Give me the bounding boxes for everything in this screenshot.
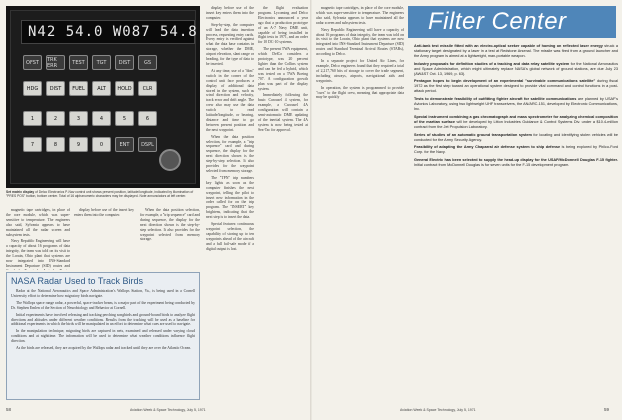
key: TGT [92, 55, 111, 70]
control-unit-bezel [10, 10, 196, 184]
article-column-1 [6, 208, 70, 270]
key: 1 [23, 111, 42, 126]
key-row-1 [23, 55, 157, 70]
key: CLR [138, 81, 157, 96]
filter-item-text: is being explored by Philco-Ford Corp. for the Navy. [414, 145, 619, 155]
filter-item [414, 79, 618, 94]
paragraph: In operation, the system is programmed to provide "cues" to the flight crew, meaning that appropriate data may be quickly [316, 85, 404, 100]
left-page-footer: Aviation Week & Space Technology, July 5, 1971 [130, 408, 206, 412]
key: FUEL [69, 81, 88, 96]
filter-item [414, 97, 618, 112]
key: 0 [92, 137, 111, 152]
control-unit-photo [6, 6, 200, 188]
key: GS [138, 55, 157, 70]
paragraph: Navy Republic Engineering will have a capacity of about 16 programs of data integrity, the team was told on its visit to the Lorain, Ohio plant that systems are now integrated into INS-Standard Instrument Departure (SID) routes and Standard Terminal Arrival Routes (STARs), according to Delco. [316, 27, 404, 57]
key: 6 [138, 111, 157, 126]
key: 5 [115, 111, 134, 126]
paragraph: Radar at the National Aeronautics and Space Administration's Wallops Station, Va., is being used in a Cornell University effort to determine how migratory birds navigate. [11, 289, 195, 298]
filter-item [414, 158, 618, 168]
key: HOLD [115, 81, 134, 96]
paragraph: In a separate project for United Air Lines, for example, Delco engineers found that they required a total of 2,217,760 bits of storage to cover the trade segment, including airways, airports, navigational aids and waypoints. [316, 59, 404, 83]
nasa-radar-sidebar [6, 272, 200, 400]
left-page-number: 58 [6, 407, 12, 412]
caption-text: of Delco Electronics P-Nav control unit shows present position, latitude/longitude, indicated by illumination of "PRES POS" button, bottom center. Total of 16 alphanumeric characters may be displayed. Note annunciators at left center. [6, 190, 194, 199]
filter-item-lead: Anti-tank test missile fitted with an electro-optical seeker capable of homing on reflected laser energy [414, 44, 603, 48]
filter-item [414, 44, 618, 59]
filter-center-title: Filter Center [428, 8, 567, 35]
key: 3 [69, 111, 88, 126]
filter-item [414, 133, 618, 143]
article-column-2 [206, 6, 254, 400]
filter-item-text: for locating and identifying stolen vehicles will be conducted for the Army Security Agency. [414, 132, 618, 142]
key: 7 [23, 137, 42, 152]
page-gutter [310, 0, 312, 420]
key: DIST [46, 81, 65, 96]
key-row-3 [23, 111, 157, 126]
key: DIST [115, 55, 134, 70]
key: TEST [69, 55, 88, 70]
key: 8 [46, 137, 65, 152]
control-knob-icon [159, 149, 181, 171]
key: 2 [46, 111, 65, 126]
filter-item-lead: Pentagon hopes to begin development of an experimental "survivable communications satellite" [414, 79, 596, 84]
sidebar-title: NASA Radar Used to Track Birds [11, 276, 144, 286]
paragraph: Navy Republic Engineering will have a capacity of about 16 programs of data integrity, the team was told on its visit to the Lorain, Ohio plant that systems are now integrated into INS-Standard Instrument Departure (SID) routes and [6, 239, 70, 268]
filter-item [414, 62, 618, 77]
article-column-1c [140, 208, 200, 270]
filter-item-lead: Special instrument combining a gas chromatograph and mass spectrometer for analyzing chemical composition of the martian surface [414, 114, 618, 124]
filter-center-banner [408, 6, 616, 38]
paragraph: At any time, use of a "dim" switch in the corner of the control unit face produces a display of additional data stored in the system, such as wind direction and velocity, track error and drift angle. The crew also may use the data switch to read latitude/longitude, or bearing, distance and time to go between present position and the next waypoint. [206, 68, 254, 132]
paragraph: As the birds are released, they are acquired by the Wallops radar and tracked until they are over the Atlantic Ocean. [16, 346, 192, 351]
matrix-display [21, 20, 198, 44]
paragraph: the flight evaluation program. Lycoming and Delco Electronics announced a year ago that a production prototype of an A-7 Navy DME unit, capable of being installed in flight tests in 1971, and an order for 10 DC-10 systems. [258, 6, 308, 45]
filter-item-lead: Series of studies of an automatic ground transportation system [414, 132, 532, 137]
key: 4 [92, 111, 111, 126]
filter-item [414, 145, 618, 155]
paragraph: In the manipulation technique, migrating birds are captured in nets, examined and released under varying cloud conditions and at nighttime. The information will be used to determine what weather conditions influence flight direction. [11, 329, 195, 344]
matrix-display-text: N42 54.0 W087 54.8 [28, 24, 198, 40]
paragraph: Step-by-step, the computer will lead the data insertion process, requesting entry cards. Every entry is verified against what the data base contains in storage, whether the DME, airport elevation, slant range or heading, for the type of data to be inserted. [206, 22, 254, 66]
key: ALT [92, 81, 111, 96]
right-page-footer: Aviation Week & Space Technology, July 5, 1971 [400, 408, 476, 412]
key-row-2 [23, 81, 157, 96]
filter-item-lead: General Electric has been selected to supply the head-up display for the USAF/McDonnell Douglas F-15 fighter. [414, 158, 618, 163]
paragraph: Immediately following the basic Carousel 4 system, for example, a Carousel 4A configuration will contain a semi-automatic DME updating of the inertial system. The 4A system is now being tested at Sea-Tac for approval. [258, 93, 308, 132]
paragraph: magnetic tape cartridges, in place of the core module, which was super-sensitive to temperature. The engineers also said, Sylvania appears to have maintained all the radar screen and subsystem tests. [6, 208, 70, 237]
paragraph: display before use of the insert key enters them into the computer. [206, 6, 254, 20]
paragraph: The "TPN" trip numbers key lights as soon as the computer finishes the next waypoint, telling the pilot to insert new information in the order called for on the trip program. The "INSERT" key brightens, indicating that the next step is to insert the data. [206, 175, 254, 220]
filter-item-lead: Tests to demonstrate feasibility of outfitting fighter aircraft for satellite communications [414, 97, 577, 102]
paragraph: The present TWA equipment, which DelCo considers a prototype, was 20 percent lighter than the Collins system and can be fed a hybrid, which was tested on a TWA Boeing 707. A configuration growth plan was part of the display system. [258, 47, 308, 91]
filter-item-text: struck a stationary target designated by a laser in a test at Redstone Arsenal. The missile was fired from a ground launcher and the Army program is aimed at a lightweight, man-portable weapon. [414, 44, 618, 58]
paragraph: When the data position selection, for example, a "trip sequence" card and during sequence, the display for the next direction shown is the step-by-step selection. It also provides for the waypoint selected from memory storage. [206, 134, 254, 173]
article-column-1b [74, 208, 134, 270]
key: HDG [23, 81, 42, 96]
sidebar-body [11, 289, 195, 351]
article-column-3 [258, 6, 308, 400]
key: OFST [23, 55, 42, 70]
right-page-number: 59 [604, 407, 610, 412]
key: ENT [115, 137, 134, 152]
paragraph: display before use of the insert key enters them into the computer. [74, 208, 134, 217]
filter-item-lead: Feasibility of adapting the Army Chaparral air defense system to ship defense [414, 145, 561, 150]
filter-item-text: for the National Aeronautics and Space Administration, which might ultimately replace NASA's global network of ground stations, are due July 23 (AW&ST Oct. 13, 1969, p. 63). [414, 61, 619, 76]
photo-caption [6, 190, 202, 199]
key: TRK ERR [46, 55, 65, 70]
key: 9 [69, 137, 88, 152]
caption-lead: Set matrix display [6, 190, 35, 194]
key-row-4 [23, 137, 157, 152]
paragraph: The Wallops space range radar, a powerful, space-tracker beam, is a major part of the experiment being conducted by Dr. Stephen Emlen of the Section of Neurobiology and Behavior at Cornell. [11, 300, 195, 310]
paragraph: Initial experiments have involved releasing and tracking perching songbirds and ground-bound birds to analyze flight directions and altitudes under different weather conditions. Results from the tracking will be used as a baseline for additional experiments in which the birds will be manipulated in an effort to determine what cues are used to navigate. [11, 312, 195, 327]
filter-item [414, 115, 618, 130]
filter-item-lead: Industry proposals for definition studies of a tracking and data relay satellite system [414, 61, 570, 66]
paragraph: When the data position selection, for example, a "trip sequence" card and during sequence, the display for the next direction shown is the step-by-step selection. It also provides for the waypoint selected from memory storage. [140, 208, 200, 242]
paragraph: magnetic tape cartridges, in place of the core module, which was super-sensitive to temperature. The engineers also said, Sylvania appears to have maintained all the radar screen and subsystem tests. [316, 6, 404, 25]
key: DSPL [138, 137, 157, 152]
filter-center-column [414, 44, 618, 171]
filter-item-text: Initial contract from McDonnell Douglas is for seven units for the F-15 development program. [414, 163, 570, 168]
article-column-4 [316, 6, 404, 400]
filter-item-text: are planned by USAF's Avionics Laboratory, using two lightweight UHF transceivers, the AN/ARC-151, developed by Electronic Communications, Inc. [414, 97, 618, 111]
paragraph: Special features: continuous waypoint selection, the capability of storing up to ten waypoints ahead of the aircraft and a full fail-safe mode if a digital output is lost. [206, 222, 254, 251]
filter-item-text: during fiscal 1972 as the first step toward an operational system designed to provide vital command and control functions in a post-attack period. [414, 79, 618, 94]
filter-item-text: will be developed by Litton Industries Guidance & Control Systems Div. under a $10.4-million contract from the Jet Propulsion Laboratory. [414, 119, 618, 129]
